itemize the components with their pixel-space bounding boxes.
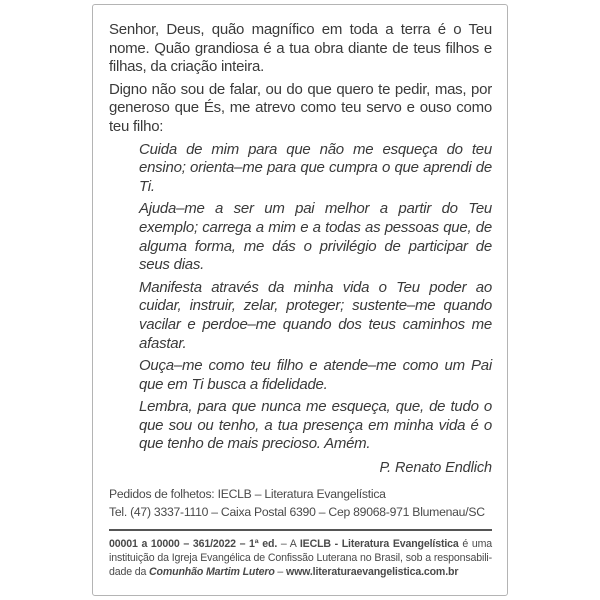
contact-block bbox=[109, 486, 492, 521]
imprint-block bbox=[109, 537, 492, 579]
website-url: www.literaturaevangelistica.com.br bbox=[285, 566, 459, 578]
footer bbox=[109, 486, 492, 579]
imprint-line-1 bbox=[109, 537, 492, 551]
prayer-paragraph-3: Manifesta através da minha vida o Teu poder ao cuidar, instruir, zelar, proteger; sustente–me quando vacilar e perdoe–me quando dos teus caminhos me afastar. bbox=[139, 278, 492, 352]
author-signature: P. Renato Endlich bbox=[379, 460, 492, 477]
divider-rule bbox=[109, 529, 492, 531]
imprint-text: dade da bbox=[109, 566, 150, 578]
leaflet-sheet bbox=[92, 4, 508, 596]
prayer-paragraph-1: Cuida de mim para que não me esqueça do teu ensino; orienta–me para que cumpra o que aprendi de Ti. bbox=[139, 140, 492, 195]
community-name: Comunhão Martim Lutero bbox=[149, 566, 275, 578]
edition-run-label: 00001 a 10000 – 361/2022 – 1ª ed. bbox=[109, 538, 278, 550]
prayer-paragraph-4: Ouça–me como teu filho e atende–me como um Pai que em Ti busca a fidelidade. bbox=[139, 357, 492, 393]
orders-contact-line: Pedidos de folhetos: IECLB – Literatura Evangelística bbox=[109, 487, 386, 501]
phone-address-line: Tel. (47) 3337-1110 – Caixa Postal 6390 – Cep 89068-971 Blumenau/SC bbox=[109, 504, 485, 519]
imprint-line-3 bbox=[109, 565, 492, 579]
imprint-text: – bbox=[274, 566, 286, 578]
imprint-text: instituição da Igreja Evangélica de Confissão Luterana no Brasil, sob a responsabili- bbox=[109, 552, 492, 564]
paragraph-intro-2: Digno não sou de falar, ou do que quero te pedir, mas, por generoso que És, me atrevo como teu servo e ouso como teu filho: bbox=[109, 80, 492, 135]
publisher-name: IECLB - Literatura Evangelística bbox=[299, 538, 459, 550]
imprint-text: – A bbox=[277, 538, 300, 550]
prayer-paragraph-5: Lembra, para que nunca me esqueça, que, de tudo o que sou ou tenho, a tua presença em minha vida é o que tenho de mais precioso. Amém. bbox=[139, 398, 492, 453]
imprint-line-2 bbox=[109, 551, 492, 565]
imprint-text: é uma bbox=[458, 538, 492, 550]
prayer-paragraph-2: Ajuda–me a ser um pai melhor a partir do Teu exemplo; carrega a mim e a todas as pessoas que, de alguma forma, me dás o privilégio de participar de seus dias. bbox=[139, 200, 492, 274]
paragraph-intro-1: Senhor, Deus, quão magnífico em toda a terra é o Teu nome. Quão grandiosa é a tua obra diante de teus filhos e filhas, da criação inteira. bbox=[109, 21, 492, 76]
